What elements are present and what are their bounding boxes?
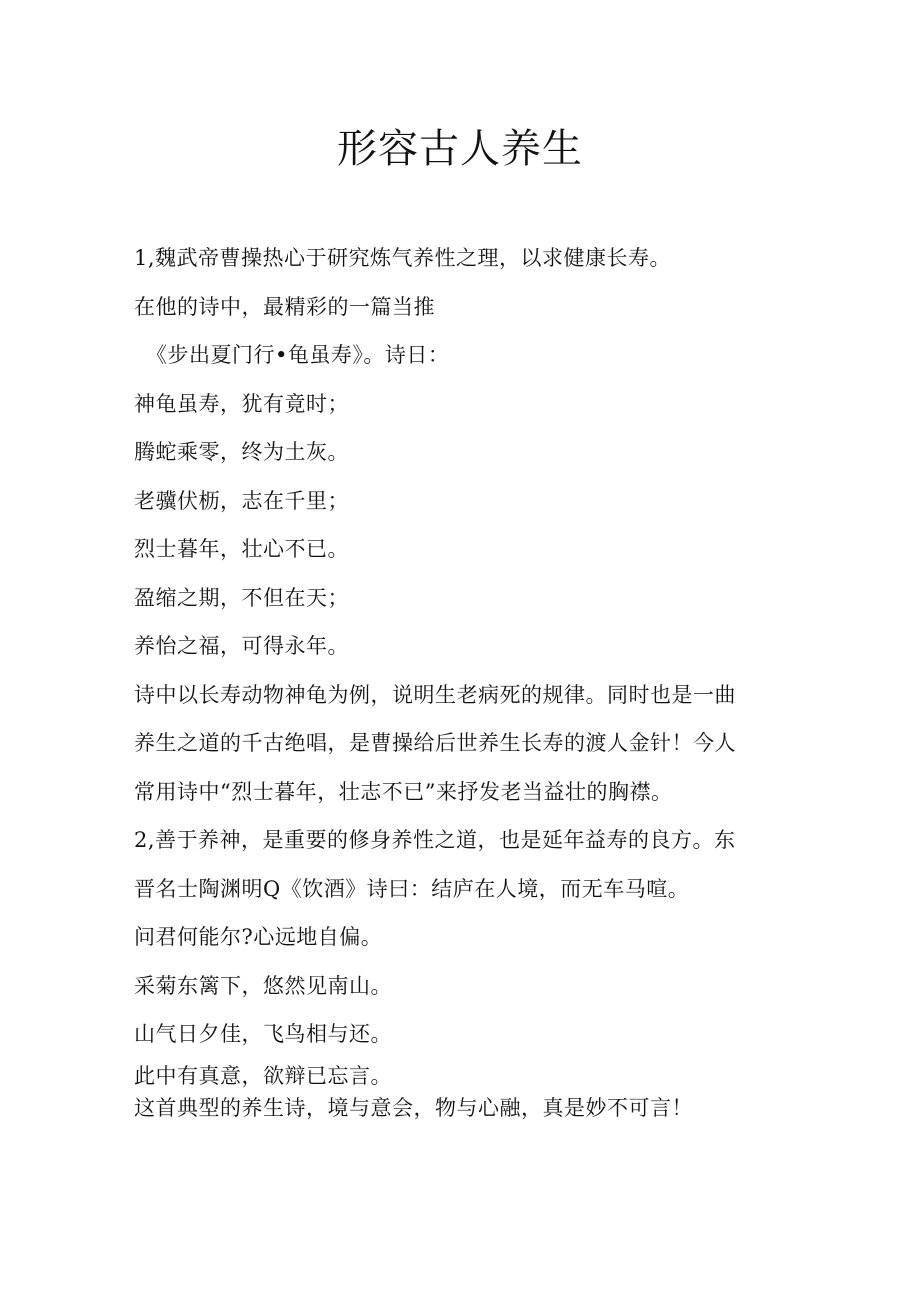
poem-line: 养怡之福，可得永年。 bbox=[134, 634, 349, 658]
document-title: 形容古人养生 bbox=[337, 126, 583, 172]
poem-line: 神龟虽寿，犹有竟时； bbox=[134, 391, 349, 416]
paragraph-line: 2,善于养神，是重要的修身养性之道，也是延年益寿的良方。东 bbox=[134, 828, 736, 852]
paragraph-line: 诗中以长寿动物神龟为例，说明生老病死的规律。同时也是一曲 bbox=[134, 682, 736, 707]
poem-line: 老骥伏枥，志在千里； bbox=[134, 488, 349, 513]
poem-line: 腾蛇乘零，终为土灰。 bbox=[134, 440, 349, 464]
poem-line: 烈士暮年，壮心不已。 bbox=[134, 537, 349, 561]
poem-line: 此中有真意，欲辩已忘言。 bbox=[134, 1063, 392, 1088]
paragraph-line: 常用诗中“烈士暮年，壮志不已”来抒发老当益壮的胸襟。 bbox=[134, 779, 673, 804]
document-body bbox=[134, 234, 794, 1123]
poem-line: 盈缩之期，不但在天； bbox=[134, 585, 349, 610]
poem-title-line: 《步出夏门行•龟虽寿》。诗日： bbox=[146, 343, 450, 367]
paragraph-line: 晋名士陶渊明Q《饮酒》诗曰：结庐在人境，而无车马喧。 bbox=[134, 876, 690, 901]
poem-line: 问君何能尔?心远地自偏。 bbox=[134, 925, 383, 949]
paragraph-line: 在他的诗中，最精彩的一篇当推 bbox=[134, 294, 435, 319]
poem-line: 采菊东篱下，悠然见南山。 bbox=[134, 973, 392, 998]
paragraph-line: 养生之道的千古绝唱，是曹操给后世养生长寿的渡人金针！今人 bbox=[134, 731, 736, 755]
paragraph-line: 这首典型的养生诗，境与意会，物与心融，真是妙不可言！ bbox=[134, 1095, 693, 1120]
poem-line: 山气日夕佳，飞鸟相与还。 bbox=[134, 1022, 392, 1046]
paragraph-line: 1,魏武帝曹操热心于研究炼气养性之理，以求健康长寿。 bbox=[134, 246, 672, 270]
